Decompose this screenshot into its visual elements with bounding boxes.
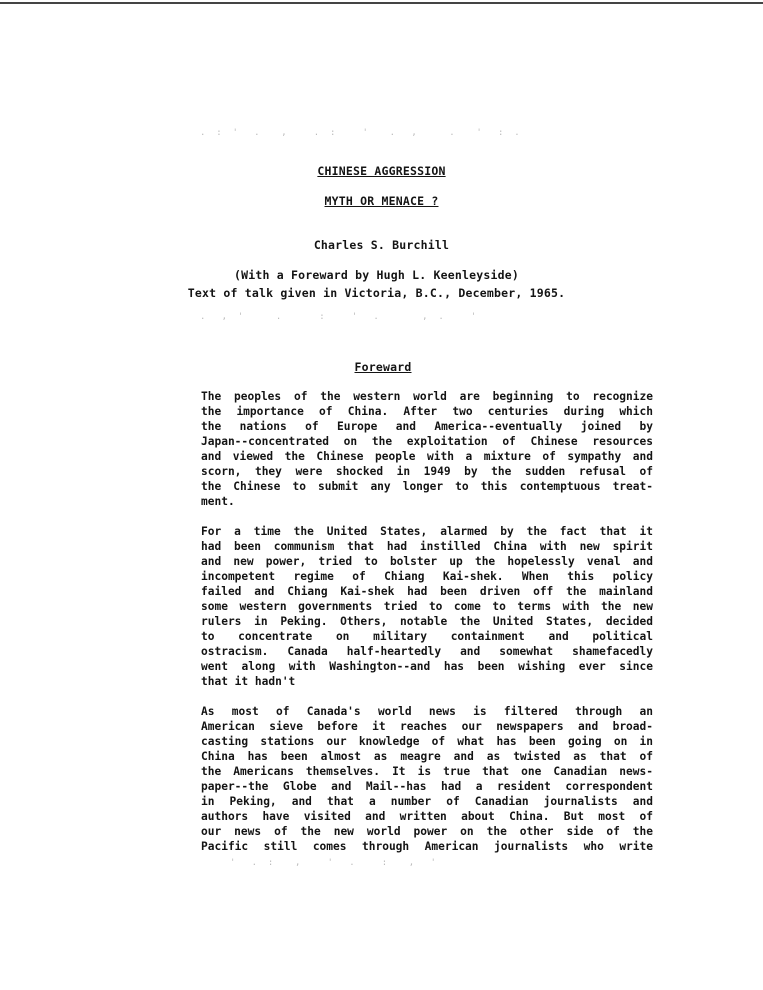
text-line: incompetent regime of Chiang Kai-shek. When this policy: [201, 570, 653, 583]
text-line: casting stations our knowledge of what has been going on in: [201, 735, 653, 748]
text-line: that it hadn't: [201, 675, 296, 688]
scan-noise: . : ' . , . : ' . , . ' : .: [200, 128, 520, 138]
scan-noise: ' . : , ' . : , ': [230, 858, 436, 868]
text-line: and viewed the Chinese people with a mixture of sympathy and: [201, 450, 653, 463]
text-line: Pacific still comes through American journalists who write: [201, 840, 653, 853]
scan-noise: . , ' . : ' . , . ': [200, 312, 477, 322]
text-line: the importance of China. After two centuries during which: [201, 405, 653, 418]
text-line: American sieve before it reaches our newspapers and broad-: [201, 720, 653, 733]
paragraph-3: [201, 704, 653, 854]
text-line: the Americans themselves. It is true that one Canadian news-: [201, 765, 653, 778]
paragraph-2: [201, 524, 653, 689]
document-subtitle: MYTH OR MENACE ?: [324, 194, 439, 208]
text-line: the nations of Europe and America--eventually joined by: [201, 420, 653, 433]
text-line: went along with Washington--and has been wishing ever since: [201, 660, 653, 673]
text-line: in Peking, and that a number of Canadian journalists and: [201, 795, 653, 808]
text-line: our news of the new world power on the other side of the: [201, 825, 653, 838]
text-line: For a time the United States, alarmed by the fact that it: [201, 525, 653, 538]
text-line: some western governments tried to come to terms with the new: [201, 600, 653, 613]
text-line: ment.: [201, 495, 235, 508]
text-line: paper--the Globe and Mail--has had a resident correspondent: [201, 780, 653, 793]
talk-note: Text of talk given in Victoria, B.C., December, 1965.: [187, 286, 566, 300]
paragraph-1: [201, 389, 653, 509]
foreword-credit: (With a Foreward by Hugh L. Keenleyside): [234, 268, 519, 282]
document-title: CHINESE AGGRESSION: [317, 164, 446, 178]
text-line: Japan--concentrated on the exploitation of Chinese resources: [201, 435, 653, 448]
text-line: ostracism. Canada half-heartedly and somewhat shamefacedly: [201, 645, 653, 658]
scan-top-edge: [0, 2, 763, 4]
text-line: China has been almost as meagre and as twisted as that of: [201, 750, 653, 763]
text-line: rulers in Peking. Others, notable the United States, decided: [201, 615, 653, 628]
text-line: to concentrate on military containment and political: [201, 630, 653, 643]
text-line: scorn, they were shocked in 1949 by the sudden refusal of: [201, 465, 653, 478]
section-heading: Foreward: [354, 360, 412, 374]
text-line: failed and Chiang Kai-shek had been driven off the mainland: [201, 585, 653, 598]
text-line: authors have visited and written about China. But most of: [201, 810, 653, 823]
text-line: the Chinese to submit any longer to this contemptuous treat-: [201, 480, 653, 493]
author-name: Charles S. Burchill: [313, 238, 450, 252]
text-line: As most of Canada's world news is filtered through an: [201, 705, 653, 718]
text-line: and new power, tried to bolster up the hopelessly venal and: [201, 555, 653, 568]
text-line: had been communism that had instilled China with new spirit: [201, 540, 653, 553]
text-line: The peoples of the western world are beginning to recognize: [201, 390, 653, 403]
